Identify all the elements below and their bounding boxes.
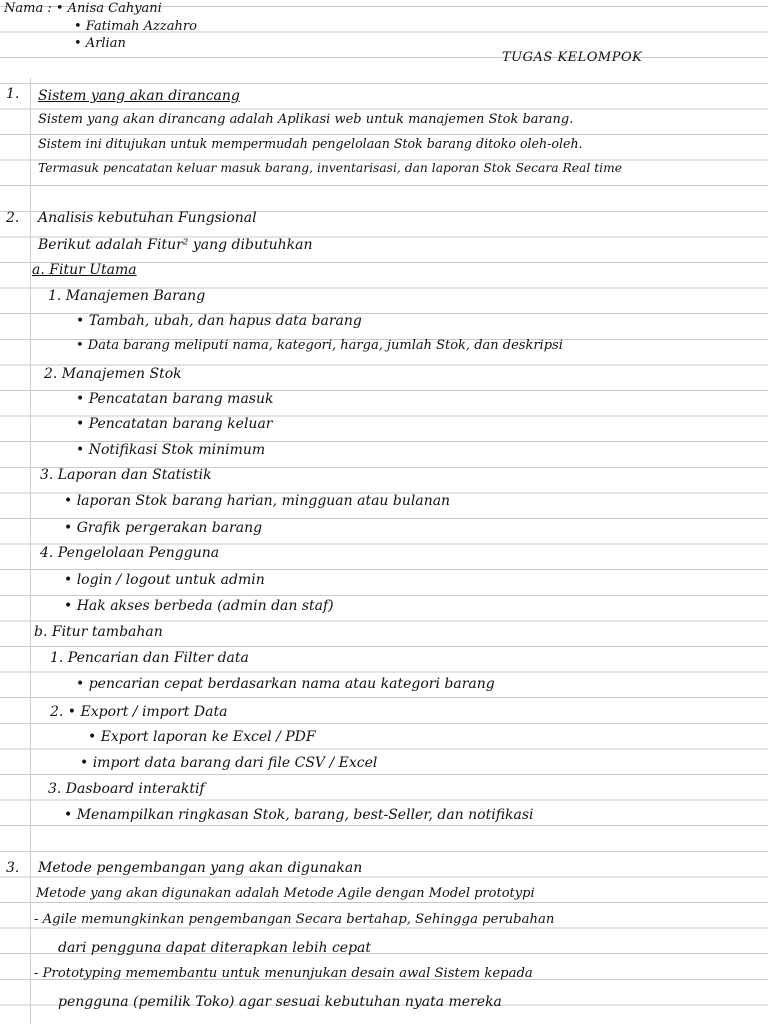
bullet-notifikasi: • Notifikasi Stok minimum [76, 442, 266, 458]
bullet-ringkasan: • Menampilkan ringkasan Stok, barang, best-Seller, dan notifikasi [64, 807, 534, 823]
item-laporan-statistik: 3. Laporan dan Statistik [40, 467, 212, 483]
item-dashboard: 3. Dasboard interaktif [48, 781, 205, 797]
bullet-pencarian-cepat: • pencarian cepat berdasarkan nama atau kategori barang [76, 676, 495, 692]
section-number-2: 2. [6, 210, 20, 226]
section-1-line-1: Sistem yang akan dirancang adalah Aplikasi web untuk manajemen Stok barang. [38, 112, 574, 127]
section-3-agile: - Agile memungkinkan pengembangan Secara bertahap, Sehingga perubahan [34, 912, 555, 927]
section-1-line-2: Sistem ini ditujukan untuk mempermudah pengelolaan Stok barang ditoko oleh-oleh. [38, 136, 583, 151]
bullet-hak-akses: • Hak akses berbeda (admin dan staf) [64, 598, 334, 614]
section-3-agile-cont: dari pengguna dapat diterapkan lebih cepat [58, 940, 372, 956]
name-2: • Fatimah Azzahro [74, 18, 197, 34]
section-3-prototyping-cont: pengguna (pemilik Toko) agar sesuai kebutuhan nyata mereka [58, 994, 502, 1010]
bullet-barang-keluar: • Pencatatan barang keluar [76, 416, 273, 432]
section-3-prototyping: - Prototyping memembantu untuk menunjukan desain awal Sistem kepada [34, 966, 533, 981]
item-pengelolaan-pengguna: 4. Pengelolaan Pengguna [40, 545, 220, 561]
section-1-line-3: Termasuk pencatatan keluar masuk barang, inventarisasi, dan laporan Stok Secara Real time [38, 161, 623, 175]
bullet-barang-masuk: • Pencatatan barang masuk [76, 391, 274, 407]
item-export-import: 2. • Export / import Data [50, 704, 228, 720]
name-1: • Anisa Cahyani [55, 1, 162, 16]
bullet-laporan-stok: • laporan Stok barang harian, mingguan atau bulanan [64, 493, 451, 509]
names-row-1 [4, 0, 197, 18]
section-2-intro: Berikut adalah Fitur² yang dibutuhkan [38, 237, 313, 253]
section-3-line-1: Metode yang akan digunakan adalah Metode Agile dengan Model prototypi [36, 886, 535, 901]
item-pencarian: 1. Pencarian dan Filter data [50, 650, 249, 666]
bullet-data-barang: • Data barang meliputi nama, kategori, harga, jumlah Stok, dan deskripsi [76, 338, 563, 353]
page-title: TUGAS KELOMPOK [502, 50, 643, 65]
bullet-tambah-ubah-hapus: • Tambah, ubah, dan hapus data barang [76, 313, 362, 329]
section-number-1: 1. [6, 86, 20, 102]
item-manajemen-stok: 2. Manajemen Stok [44, 366, 182, 382]
section-number-3: 3. [6, 860, 20, 876]
section-1-heading: Sistem yang akan dirancang [38, 88, 240, 104]
bullet-export: • Export laporan ke Excel / PDF [88, 729, 316, 745]
bullet-login: • login / logout untuk admin [64, 572, 265, 588]
section-3-heading: Metode pengembangan yang akan digunakan [38, 860, 363, 876]
section-2-heading: Analisis kebutuhan Fungsional [38, 210, 257, 226]
names-label: Nama : [4, 1, 52, 16]
name-3: • Arlian [74, 36, 126, 51]
bullet-import: • import data barang dari file CSV / Excel [80, 755, 378, 771]
fitur-tambahan-heading: b. Fitur tambahan [34, 624, 163, 640]
item-manajemen-barang: 1. Manajemen Barang [48, 288, 206, 304]
bullet-grafik: • Grafik pergerakan barang [64, 520, 263, 536]
names-header [4, 0, 197, 53]
margin-line [30, 78, 31, 1024]
fitur-utama-heading: a. Fitur Utama [32, 262, 137, 278]
